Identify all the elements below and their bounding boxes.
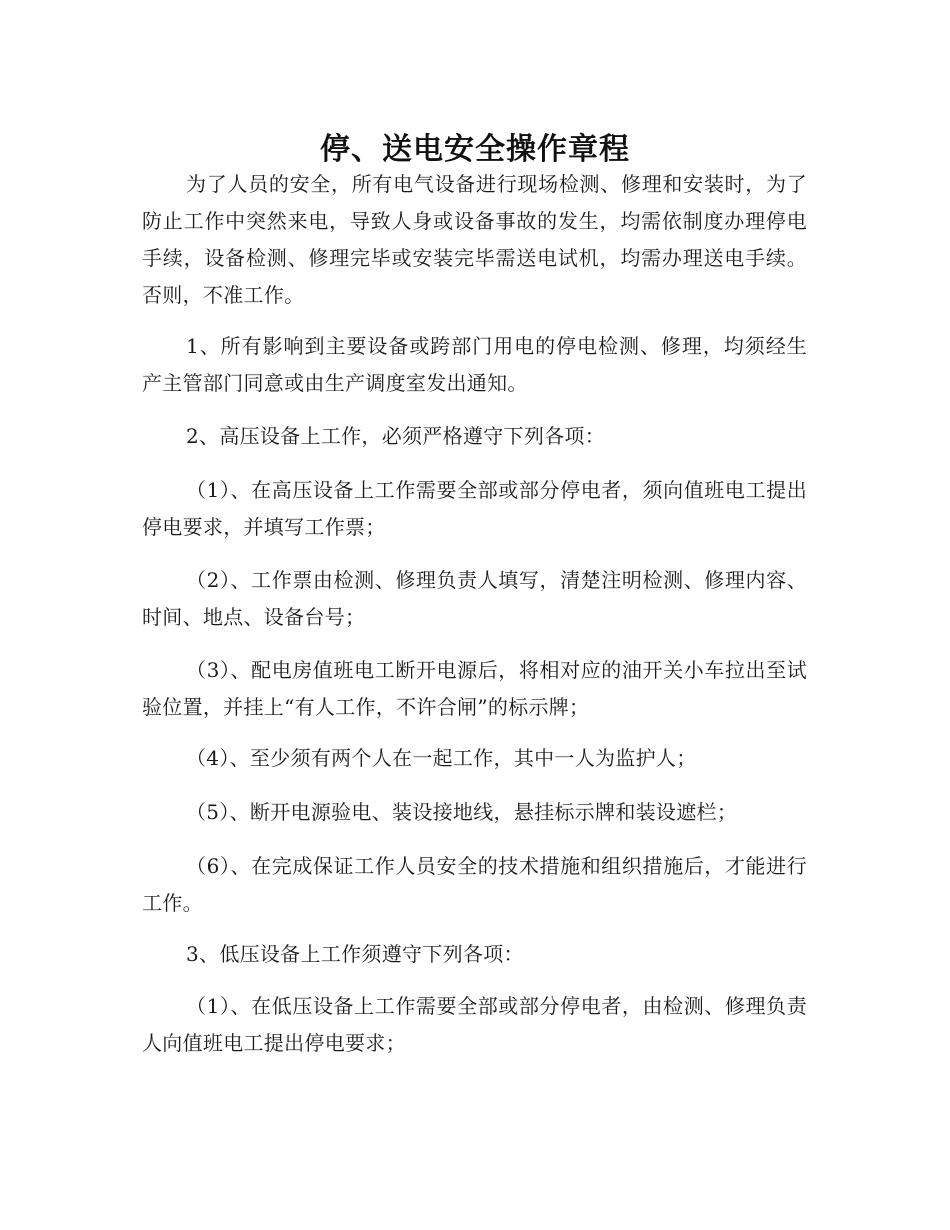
- intro-paragraph: 为了人员的安全，所有电气设备进行现场检测、修理和安装时，为了防止工作中突然来电，导致人身或设备事故的发生，均需依制度办理停电手续，设备检测、修理完毕或安装完毕需送电试机，均需办理送电手续。否则，不准工作。: [142, 172, 807, 307]
- rule-2-heading: 2、高压设备上工作，必须严格遵守下列各项：: [186, 424, 606, 448]
- document-title: 停、送电安全操作章程: [320, 132, 630, 168]
- rule-2-item-1: （1）、在高压设备上工作需要全部或部分停电者，须向值班电工提出停电要求，并填写工作票；: [142, 478, 807, 539]
- rule-1-paragraph: 1、所有影响到主要设备或跨部门用电的停电检测、修理，均须经生产主管部门同意或由生产调度室发出通知。: [142, 334, 807, 395]
- rule-2-item-6: （6）、在完成保证工作人员安全的技术措施和组织措施后，才能进行工作。: [142, 854, 807, 915]
- rule-2-item-2: （2）、工作票由检测、修理负责人填写，清楚注明检测、修理内容、时间、地点、设备台号；: [142, 568, 807, 629]
- rule-2-item-4: （4）、至少须有两个人在一起工作，其中一人为监护人；: [186, 746, 697, 770]
- rule-3-heading: 3、低压设备上工作须遵守下列各项：: [186, 942, 524, 966]
- rule-2-item-5: （5）、断开电源验电、装设接地线，悬挂标示牌和装设遮栏；: [186, 800, 738, 824]
- rule-2-item-3: （3）、配电房值班电工断开电源后，将相对应的油开关小车拉出至试验位置，并挂上“有人工作，不许合闸”的标示牌；: [142, 658, 807, 719]
- rule-3-item-1: （1）、在低压设备上工作需要全部或部分停电者，由检测、修理负责人向值班电工提出停电要求；: [142, 994, 807, 1055]
